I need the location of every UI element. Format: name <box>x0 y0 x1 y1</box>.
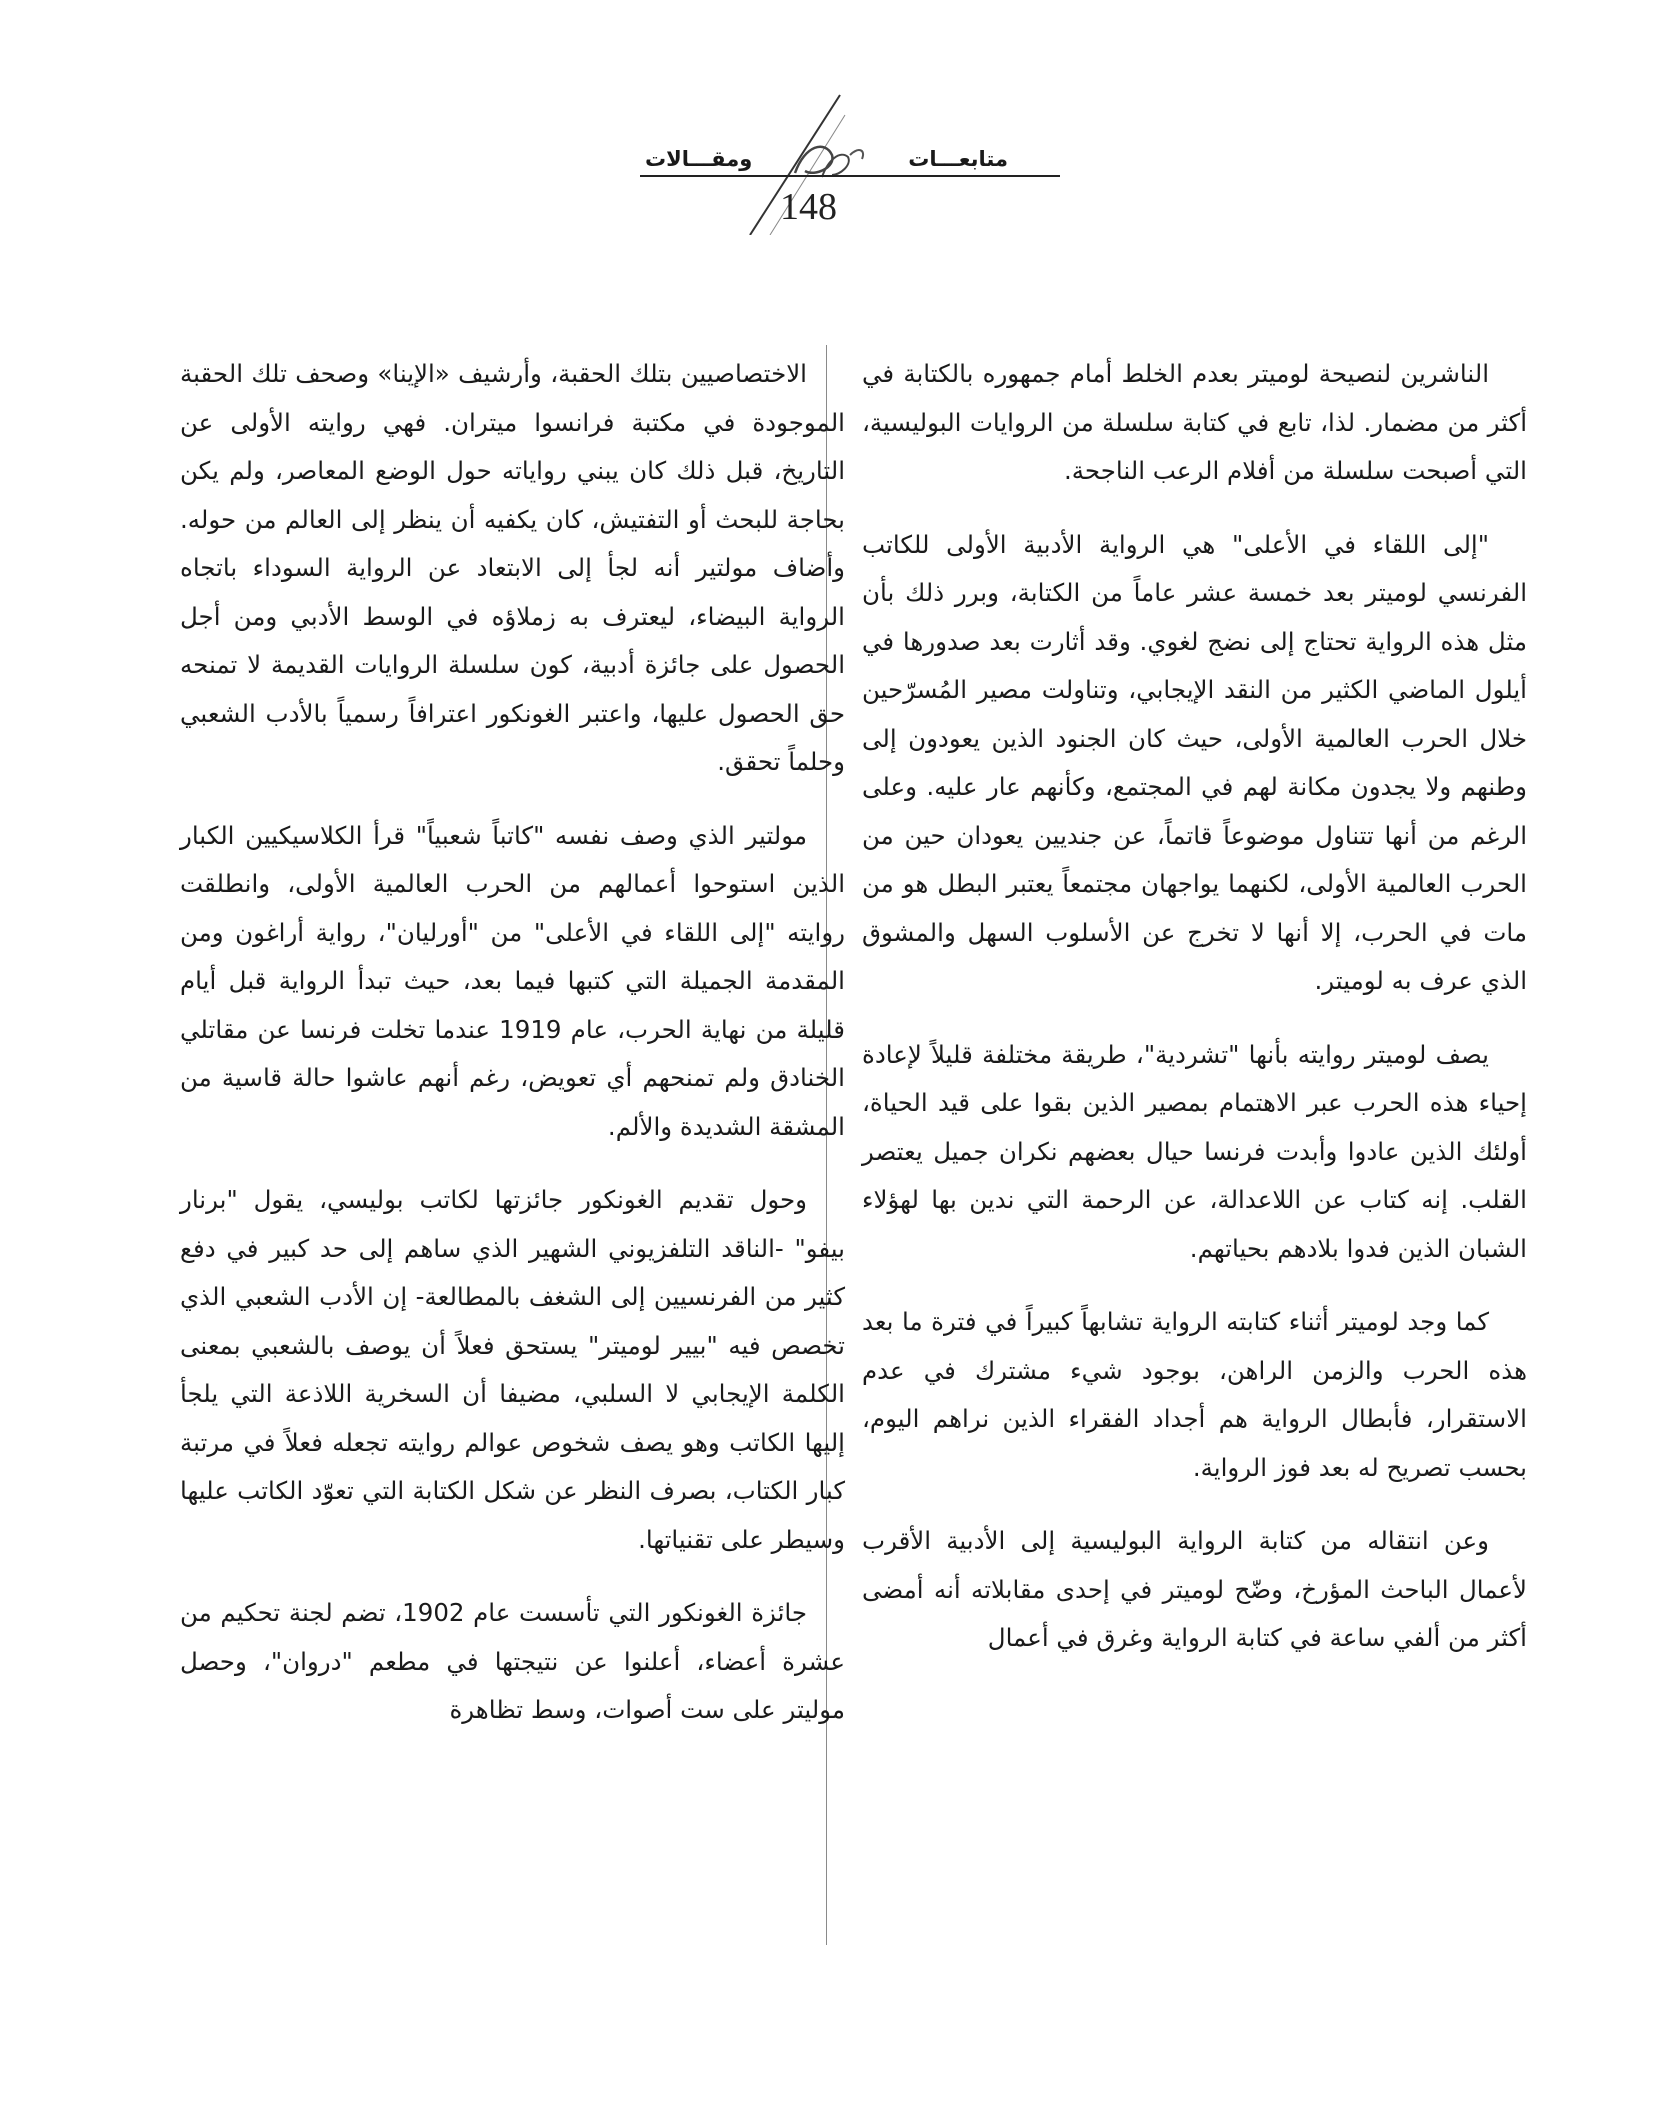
header-rule <box>640 175 1060 177</box>
paragraph: يصف لوميتر روايته بأنها "تشردية"، طريقة مختلفة قليلاً لإعادة إحياء هذه الحرب عبر الاهتمام بمصير الذين بقوا على قيد الحياة، أولئك الذين عادوا وأبدت فرنسا حيال بعضهم نكران جميل يعتصر القلب. إنه كتاب عن اللاعدالة، عن الرحمة التي ندين بها لهؤلاء الشبان الذين فدوا بلادهم بحياتهم. <box>862 1039 1527 1263</box>
page-number: 148 <box>780 186 837 228</box>
section-label-right: متابعـــات <box>908 147 1008 171</box>
right-column <box>862 350 1527 1688</box>
paragraph: وحول تقديم الغونكور جائزتها لكاتب بوليسي، يقول "برنار بيفو" -الناقد التلفزيوني الشهير الذي ساهم إلى حد كبير ﻓﻲ دفع كثير من الفرنسيين إلى الشغف بالمطالعة- إن الأدب الشعبي الذي تخصص فيه "بيير لوميتر" يستحق فعلاً أن يوصف بالشعبي بمعنى الكلمة الإيجابي لا السلبي، مضيفا أن السخرية اللاذعة التي يلجأ إليها الكاتب وهو يصف شخوص عوالم روايته تجعله فعلاً ﻓﻲ مرتبة كبار الكتاب، بصرف النظر عن شكل الكتابة التي تعوّد الكاتب عليها وسيطر على تقنياتها. <box>180 1185 845 1554</box>
section-label-left: ومقـــالات <box>645 147 753 171</box>
paragraph: الاختصاصيين بتلك الحقبة، وأرشيف «الإينا» وصحف تلك الحقبة الموجودة ﻓﻲ مكتبة فرانسوا ميتران. فهي روايته الأولى عن التاريخ، قبل ذلك كان يبني رواياته حول الوضع المعاصر، ولم يكن بحاجة للبحث أو التفتيش، كان يكفيه أن ينظر إلى العالم من حوله. وأضاف مولتير أنه لجأ إلى الابتعاد عن الرواية السوداء باتجاه الرواية البيضاء، ليعترف به زملاؤه ﻓﻲ الوسط الأدبي ومن أجل الحصول على جائزة أدبية، كون سلسلة الروايات القديمة لا تمنحه حق الحصول عليها، واعتبر الغونكور اعترافاً رسمياً بالأدب الشعبي وحلماً تحقق. <box>180 359 845 776</box>
paragraph: الناشرين لنصيحة لوميتر بعدم الخلط أمام جمهوره بالكتابة ﻓﻲ أكثر من مضمار. لذا، تابع ﻓﻲ كتابة سلسلة من الروايات البوليسية، التي أصبحت سلسلة من أفلام الرعب الناجحة. <box>862 359 1527 485</box>
paragraph: جائزة الغونكور التي تأسست عام 1902، تضم لجنة تحكيم من عشرة أعضاء، أعلنوا عن نتيجتها ﻓﻲ مطعم "دروان"، وحصل موليتر على ست أصوات، وسط تظاهرة <box>180 1598 845 1724</box>
paragraph: كما وجد لوميتر أثناء كتابته الرواية تشابهاً كبيراً ﻓﻲ فترة ما بعد هذه الحرب والزمن الراهن، بوجود شيء مشترك ﻓﻲ عدم الاستقرار، فأبطال الرواية هم أجداد الفقراء الذين نراهم اليوم، بحسب تصريح له بعد فوز الرواية. <box>862 1307 1527 1482</box>
paragraph: مولتير الذي وصف نفسه "كاتباً شعبياً" قرأ الكلاسيكيين الكبار الذين استوحوا أعمالهم من الحرب العالمية الأولى، وانطلقت روايته "إلى اللقاء ﻓﻲ الأعلى" من "أورليان"، رواية أراغون ومن المقدمة الجميلة التي كتبها فيما بعد، حيث تبدأ الرواية قبل أيام قليلة من نهاية الحرب، عام 1919 عندما تخلت فرنسا عن مقاتلي الخنادق ولم تمنحهم أي تعويض، رغم أنهم عاشوا حالة قاسية من المشقة الشديدة والألم. <box>180 820 845 1141</box>
paragraph: "إلى اللقاء ﻓﻲ الأعلى" هي الرواية الأدبية الأولى للكاتب الفرنسي لوميتر بعد خمسة عشر عاماً من الكتابة، وبرر ذلك بأن مثل هذه الرواية تحتاج إلى نضج لغوي. وقد أثارت بعد صدورها ﻓﻲ أيلول الماضي الكثير من النقد الإيجابي، وتناولت مصير المُسرّحين خلال الحرب العالمية الأولى، حيث كان الجنود الذين يعودون إلى وطنهم ولا يجدون مكانة لهم ﻓﻲ المجتمع، وكأنهم عار عليه. وعلى الرغم من أنها تتناول موضوعاً قاتماً، عن جنديين يعودان حين من الحرب العالمية الأولى، لكنهما يواجهان مجتمعاً يعتبر البطل هو من مات ﻓﻲ الحرب، إلا أنها لا تخرج عن الأسلوب السهل والمشوق الذي عرف به لوميتر. <box>862 529 1527 995</box>
paragraph: وعن انتقاله من كتابة الرواية البوليسية إلى الأدبية الأقرب لأعمال الباحث المؤرخ، وضّح لوميتر ﻓﻲ إحدى مقابلاته أنه أمضى أكثر من ألفي ساعة ﻓﻲ كتابة الرواية وغرق ﻓﻲ أعمال <box>862 1526 1527 1652</box>
left-column <box>180 350 845 1760</box>
